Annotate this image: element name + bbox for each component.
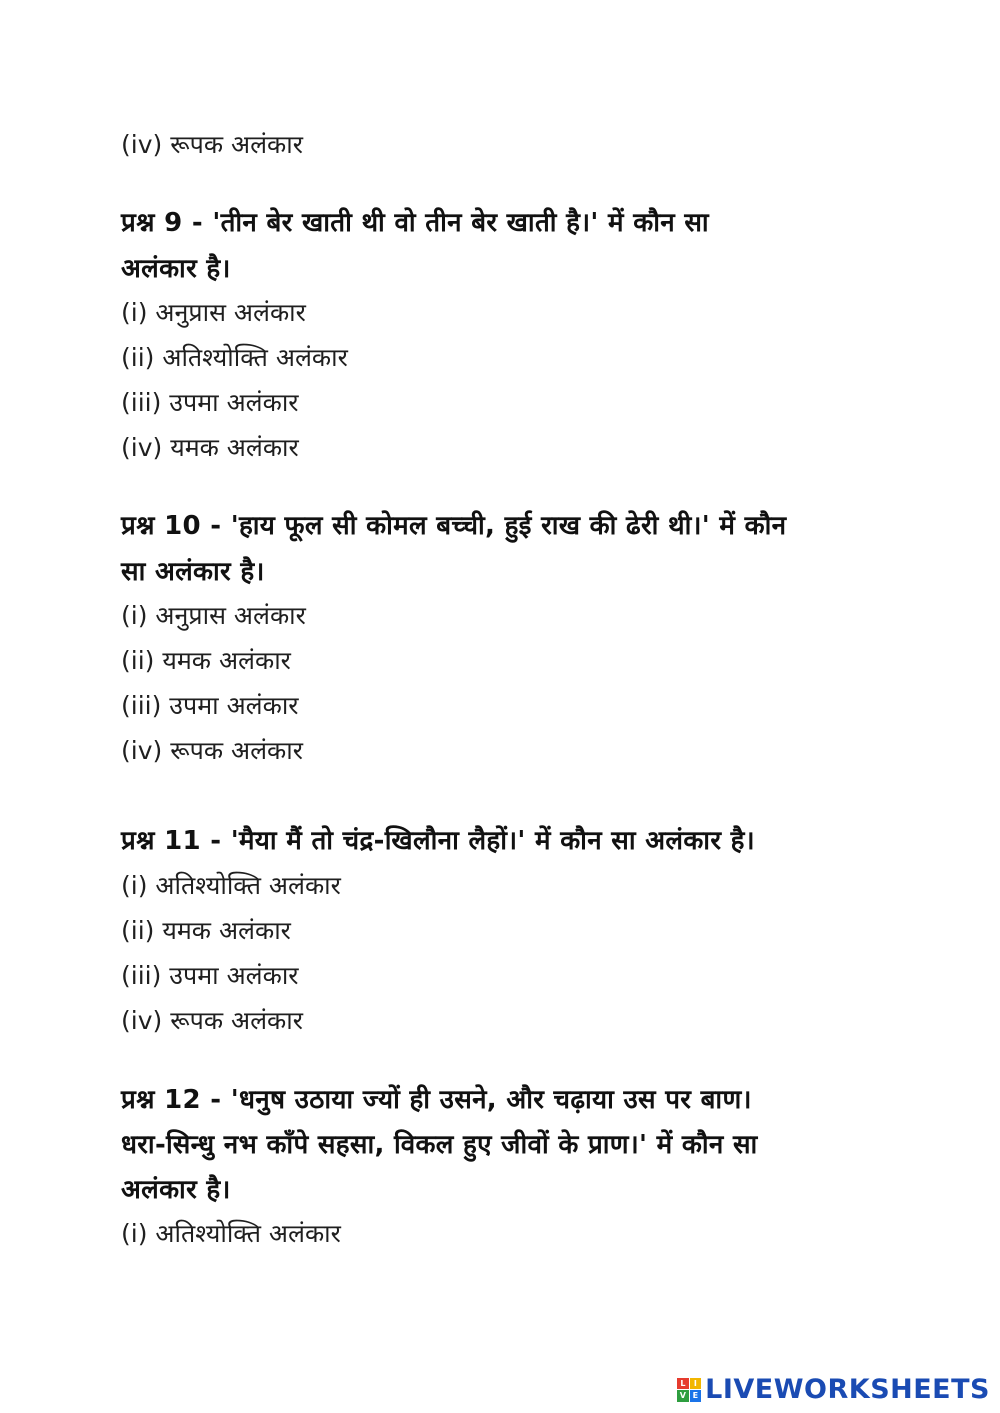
logo-letter-i: I bbox=[690, 1378, 702, 1390]
question-10-text-cont: सा अलंकार है। bbox=[121, 557, 265, 587]
q11-option-iii: (iii) उपमा अलंकार bbox=[121, 961, 299, 990]
logo-letter-v: V bbox=[677, 1390, 689, 1402]
question-9-text-cont: अलंकार है। bbox=[121, 254, 231, 284]
liveworksheets-wordmark: LIVEWORKSHEETS bbox=[705, 1374, 990, 1405]
question-11-text: प्रश्न 11 - 'मैया मैं तो चंद्र-खिलौना लैहों।' में कौन सा अलंकार है। bbox=[121, 826, 755, 856]
q9-option-i: (i) अनुप्रास अलंकार bbox=[121, 298, 306, 327]
logo-letter-l: L bbox=[677, 1378, 689, 1390]
q11-option-i: (i) अतिश्योक्ति अलंकार bbox=[121, 871, 341, 900]
q12-option-i: (i) अतिश्योक्ति अलंकार bbox=[121, 1219, 341, 1248]
q9-option-iii: (iii) उपमा अलंकार bbox=[121, 388, 299, 417]
q10-option-iii: (iii) उपमा अलंकार bbox=[121, 691, 299, 720]
q9-option-ii: (ii) अतिश्योक्ति अलंकार bbox=[121, 343, 348, 372]
q9-option-iv: (iv) यमक अलंकार bbox=[121, 433, 299, 462]
q11-option-iv: (iv) रूपक अलंकार bbox=[121, 1006, 303, 1035]
prev-option-iv: (iv) रूपक अलंकार bbox=[121, 130, 303, 159]
question-12-text-cont: धरा-सिन्धु नभ काँपे सहसा, विकल हुए जीवों के प्राण।' में कौन सा bbox=[121, 1130, 758, 1160]
q10-option-ii: (ii) यमक अलंकार bbox=[121, 646, 291, 675]
question-9-text: प्रश्न 9 - 'तीन बेर खाती थी वो तीन बेर खाती है।' में कौन सा bbox=[121, 208, 709, 238]
q10-option-iv: (iv) रूपक अलंकार bbox=[121, 736, 303, 765]
question-12-text-end: अलंकार है। bbox=[121, 1175, 231, 1205]
liveworksheets-brand bbox=[677, 1374, 990, 1405]
q11-option-ii: (ii) यमक अलंकार bbox=[121, 916, 291, 945]
liveworksheets-logo-icon bbox=[677, 1378, 701, 1402]
question-10-text: प्रश्न 10 - 'हाय फूल सी कोमल बच्ची, हुई राख की ढेरी थी।' में कौन bbox=[121, 511, 787, 541]
logo-letter-e: E bbox=[690, 1390, 702, 1402]
question-12-text: प्रश्न 12 - 'धनुष उठाया ज्यों ही उसने, और चढ़ाया उस पर बाण। bbox=[121, 1085, 752, 1115]
q10-option-i: (i) अनुप्रास अलंकार bbox=[121, 601, 306, 630]
